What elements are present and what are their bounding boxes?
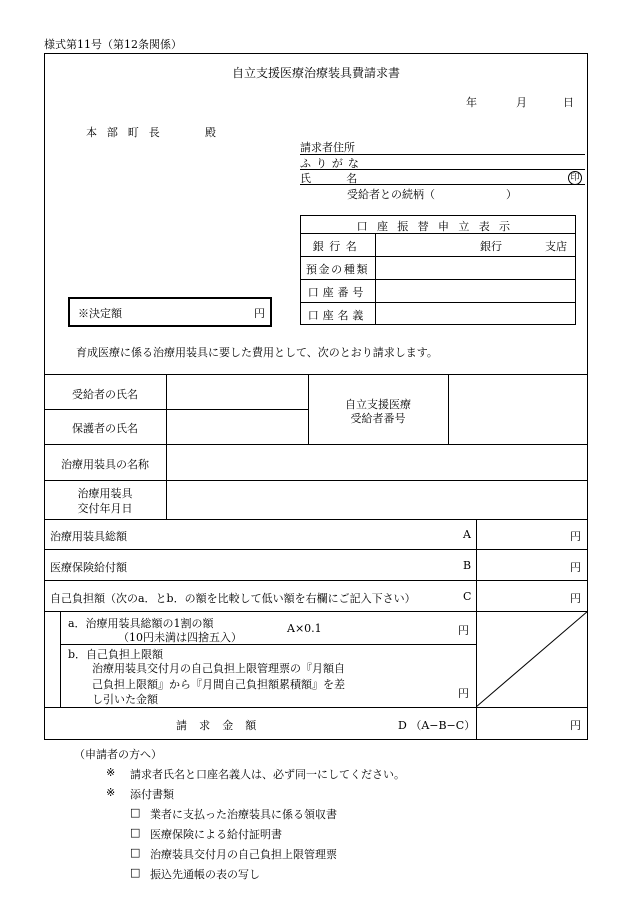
bank-suffix: 銀行 [480,240,502,253]
relation-close: ） [506,188,517,201]
grid-line [44,374,588,375]
option-a-line2: （10円未満は四捨五入） [118,631,242,644]
guardian-name-label: 保護者の氏名 [72,422,138,435]
requester-address-label: 請求者住所 [300,141,355,154]
bank-divider [300,302,576,303]
claim-unit: 円 [570,719,581,732]
grid-line [44,409,166,410]
option-b-line2: 治療用装具交付月の自己負担上限管理票の『月額自 [92,662,345,675]
claim-formula: D （A−B−C） [398,719,476,732]
note1-mark: ※ [106,766,116,779]
note2-mark: ※ [106,786,116,799]
attachment-item: 業者に支払った治療装具に係る領収書 [150,808,337,821]
bank-header: 口座振替申立表示 [356,220,520,233]
form-title: 自立支援医療治療装具費請求書 [231,66,400,80]
diagonal-slash [476,611,588,707]
bank-divider-v [375,233,376,325]
option-b-line1: b．自己負担上限額 [68,648,164,661]
attachment-item: 治療装具交付月の自己負担上限管理票 [150,848,337,861]
note1-text: 請求者氏名と口座名義人は、必ず同一にしてください。 [130,768,405,781]
option-b-unit: 円 [458,687,469,700]
copay-unit: 円 [570,592,581,605]
deposit-type-label: 預金の種類 [305,263,370,276]
option-a-line1: a．治療用装具総額の1割の額 [68,617,214,630]
grid-line-v [166,374,167,519]
total-unit: 円 [570,530,581,543]
grid-line [44,519,588,520]
account-holder-label: 口座名義 [307,309,368,322]
total-label: 治療用装具総額 [50,530,127,543]
decision-unit: 円 [254,307,265,320]
option-b-line3: 己負担上限額』から『月間自己負担額累積額』を差 [92,678,345,691]
grid-line [44,580,588,581]
insurance-code: B [463,559,472,572]
addressee-suffix: 殿 [205,126,216,139]
date-day: 日 [563,96,574,109]
delivery-date-label-1: 治療用装具 [77,487,133,500]
grid-line-v [60,611,61,707]
date-year: 年 [466,96,477,109]
option-a-unit: 円 [458,624,469,637]
requester-name-label: 氏名 [300,172,393,185]
attachment-checkbox[interactable]: □ [130,846,141,859]
grid-line [44,549,588,550]
grid-line [166,409,308,410]
seal-icon: 印 [568,171,582,185]
insurance-label: 医療保険給付額 [50,561,127,574]
decision-label: ※決定額 [78,307,122,320]
addressee-name: 本部町長 [86,126,170,139]
bank-name-label: 銀行名 [312,240,363,253]
seal-mark [568,170,582,185]
attachment-item: 振込先通帳の表の写し [150,868,260,881]
grid-line [44,480,588,481]
note2-text: 添付書類 [130,788,174,801]
recipient-no-label-2: 受給者番号 [350,412,406,425]
intro-text: 育成医療に係る治療用装具に要した費用として、次のとおり請求します。 [76,346,438,359]
copay-label: 自己負担額（次のa．とb．の額を比較して低い額を右欄にご記入下さい） [50,592,416,605]
attachment-item: 医療保険による給付証明書 [150,828,282,841]
attachment-checkbox[interactable]: □ [130,806,141,819]
copay-code: C [463,590,472,603]
attachment-checkbox[interactable]: □ [130,866,141,879]
total-code: A [463,528,471,541]
claim-label: 請求金額 [176,719,269,732]
grid-line [44,707,588,708]
bank-divider [300,256,576,257]
recipient-no-label-1: 自立支援医療 [345,398,411,411]
delivery-date-label-2: 交付年月日 [77,502,133,515]
relation-label: 受給者との続柄（ [347,188,435,201]
attachment-checkbox[interactable]: □ [130,826,141,839]
date-month: 月 [516,96,527,109]
notes-heading: （申請者の方へ） [74,748,162,761]
grid-line [44,444,588,445]
account-number-label: 口座番号 [307,286,368,299]
grid-line-v [448,374,449,444]
option-a-formula: A×0.1 [287,622,322,635]
form-number: 様式第11号（第12条関係） [44,38,182,51]
insurance-unit: 円 [570,561,581,574]
bank-divider [300,279,576,280]
name-underline [300,184,585,185]
device-name-label: 治療用装具の名称 [61,458,149,471]
option-b-line4: し引いた金額 [92,693,158,706]
branch-suffix: 支店 [545,240,567,253]
requester-furigana-label: ふりがな [300,157,364,170]
recipient-name-label: 受給者の氏名 [72,388,138,401]
